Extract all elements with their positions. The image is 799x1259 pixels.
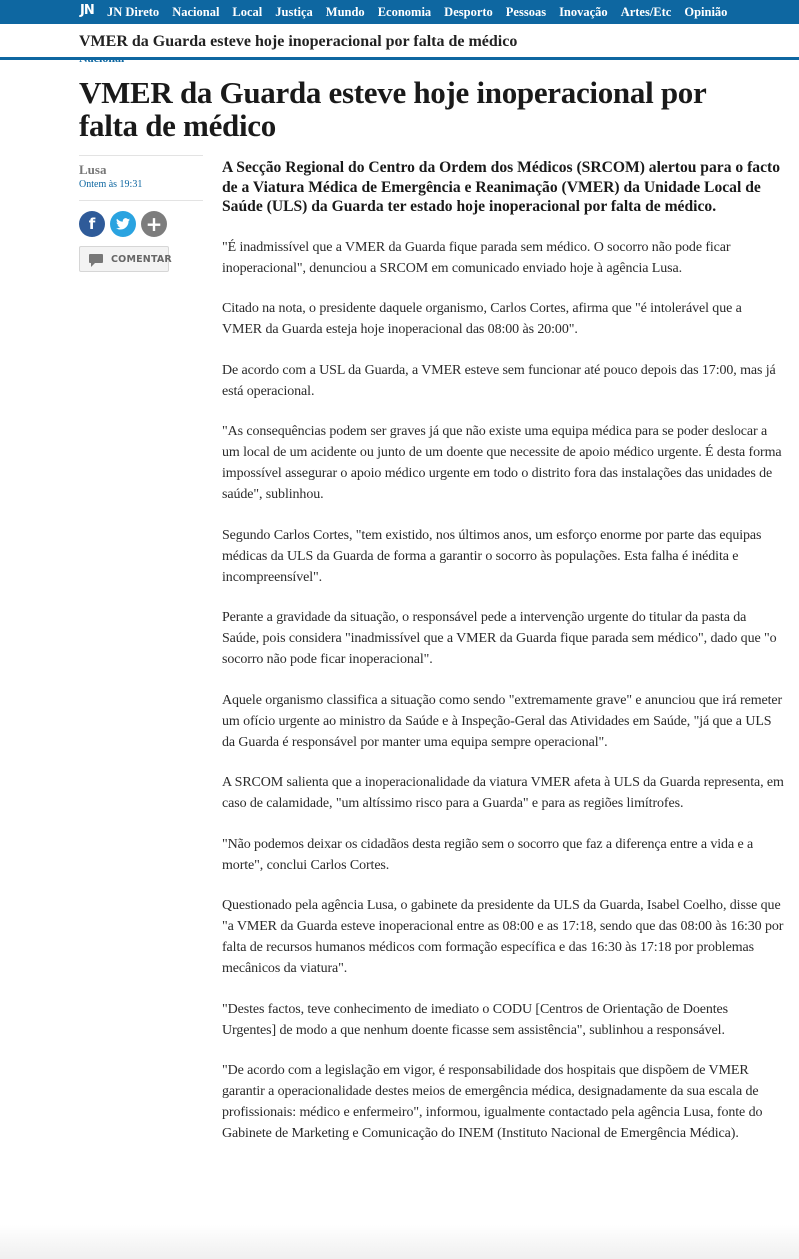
facebook-share-button[interactable]: [79, 211, 105, 237]
article-paragraph: Aquele organismo classifica a situação como sendo "extremamente grave" e anunciou que irá remeter um ofício urgente ao ministro da Saúde e à Inspeção-Geral das Atividades em Saúde, "já que a ULS da Guarda é responsável por manter uma equipa sempre operacional".: [222, 692, 783, 750]
nav-item-opiniao[interactable]: Opinião: [684, 5, 728, 19]
article-paragraph: Segundo Carlos Cortes, "tem existido, nos últimos anos, um esforço enorme por parte das equipas médicas da ULS da Guarda de forma a garantir o socorro às populações. Esta falha é inédita e incompreensível".: [222, 527, 762, 585]
comment-button-label: COMENTAR: [111, 253, 172, 265]
nav-item-desporto[interactable]: Desporto: [444, 5, 493, 19]
article-paragraph: "Não podemos deixar os cidadãos desta região sem o socorro que faz a diferença entre a vida e a morte", conclui Carlos Cortes.: [222, 836, 754, 873]
nav-item-pessoas[interactable]: Pessoas: [505, 5, 547, 19]
top-navigation-bar: [0, 0, 799, 24]
article-headline: VMER da Guarda esteve hoje inoperacional por falta de médico: [79, 75, 706, 143]
nav-item-jn-direto[interactable]: JN Direto: [107, 5, 160, 19]
article-lead: A Secção Regional do Centro da Ordem dos Médicos (SRCOM) alertou para o facto de a Viatura Médica de Emergência e Reanimação (VMER) da Unidade Local de Saúde (ULS) da Guarda ter estado hoje inoperacional por falta de médico.: [222, 159, 780, 215]
twitter-share-button[interactable]: [110, 211, 136, 237]
article-author[interactable]: Lusa: [79, 162, 107, 177]
article-paragraph: "As consequências podem ser graves já que não existe uma equipa médica para se poder deslocar a um local de um acidente ou junto de um doente que necessite de apoio médico urgente. É desta forma impossível assegurar o apoio médico urgente em todo o distrito fora das instalações das unidades de saúde", sublinhou.: [222, 424, 782, 502]
article-paragraph: "Destes factos, teve conhecimento de imediato o CODU [Centros de Orientação de Doentes Urgentes] de modo a que nenhum doente ficasse sem assistência", sublinhou a responsável.: [222, 1001, 729, 1038]
share-buttons: [79, 211, 203, 237]
nav-item-inovacao[interactable]: Inovação: [559, 5, 608, 19]
nav-menu: [107, 5, 740, 20]
article-paragraph: A SRCOM salienta que a inoperacionalidade da viatura VMER afeta à ULS da Guarda representa, em caso de calamidade, "um altíssimo risco para a Guarda" e para as regiões limítrofes.: [222, 775, 784, 811]
plus-icon: +: [145, 212, 163, 236]
twitter-icon: [116, 218, 130, 230]
more-share-button[interactable]: [141, 211, 167, 237]
article-paragraph: Questionado pela agência Lusa, o gabinete da presidente da ULS da Guarda, Isabel Coelho, disse que "a VMER da Guarda esteve inoperacional entre as 08:00 e as 17:18, sendo que das 08:00 às 16:30 por falta de recursos humanos médicos com formação específica e das 16:30 às 17:18 por problemas mecânicos da viatura".: [222, 898, 784, 976]
sticky-article-title: VMER da Guarda esteve hoje inoperacional por falta de médico: [79, 33, 518, 50]
comment-button[interactable]: [79, 246, 172, 272]
jn-logo[interactable]: JN: [80, 3, 94, 18]
article-paragraph: Citado na nota, o presidente daquele organismo, Carlos Cortes, afirma que "é intolerável que a VMER da Guarda esteja hoje inoperacional das 08:00 às 20:00".: [222, 301, 742, 337]
divider: [79, 200, 203, 201]
nav-item-mundo[interactable]: Mundo: [325, 5, 365, 19]
article-paragraph: "De acordo com a legislação em vigor, é responsabilidade dos hospitais que dispõem de VMER garantir a operacionalidade destes meios de emergência médica, designadamente da sua escala de profissionais: médico e enfermeiro", informou, igualmente contactado pela agência Lusa, fonte do Gabinete de Marketing e Comunicação do INEM (Instituto Nacional de Emergência Médica).: [222, 1063, 763, 1141]
article-body: [222, 158, 784, 1164]
article-paragraph: "É inadmissível que a VMER da Guarda fique parada sem médico. O socorro não pode ficar inoperacional", denunciou a SRCOM em comunicado enviado hoje à agência Lusa.: [222, 239, 731, 276]
nav-item-nacional[interactable]: Nacional: [172, 5, 220, 19]
bottom-fade-overlay: [0, 1225, 799, 1259]
speech-bubble-icon: [89, 254, 103, 264]
facebook-icon: f: [88, 215, 96, 233]
nav-item-economia[interactable]: Economia: [377, 5, 432, 19]
sticky-title-bar: [0, 24, 799, 60]
divider: [79, 155, 203, 156]
article-paragraph: De acordo com a USL da Guarda, a VMER esteve sem funcionar até pouco depois das 17:00, mas já está operacional.: [222, 362, 776, 399]
article-date: Ontem às 19:31: [79, 179, 143, 190]
nav-item-justica[interactable]: Justiça: [275, 5, 313, 19]
nav-item-local[interactable]: Local: [232, 5, 263, 19]
article-paragraph: Perante a gravidade da situação, o responsável pede a intervenção urgente do titular da pasta da Saúde, pois considera "inadmissível que a VMER da Guarda fique parada sem médico", dado que "o socorro não pode ficar inoperacional".: [222, 610, 777, 667]
nav-item-artes-etc[interactable]: Artes/Etc: [620, 5, 672, 19]
article-sidebar: [79, 155, 203, 272]
